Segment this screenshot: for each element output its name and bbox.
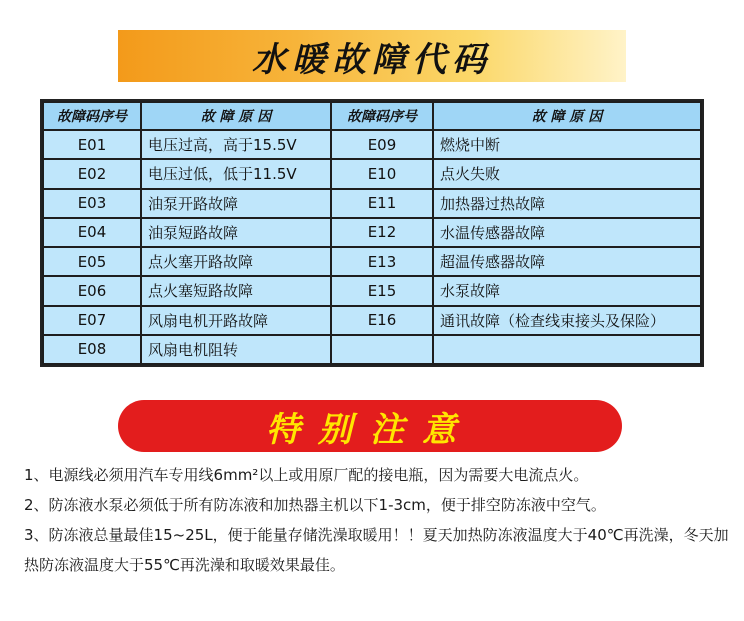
notice-banner [118,400,622,452]
fault-description: 油泵开路故障 [141,189,331,218]
fault-code-table-container [40,99,704,367]
table-row [43,276,701,305]
fault-code: E06 [43,276,141,305]
fault-description: 电压过低，低于11.5V [141,159,331,188]
title-banner [118,30,626,82]
fault-description: 点火塞短路故障 [141,276,331,305]
fault-description: 点火塞开路故障 [141,247,331,276]
table-row [43,306,701,335]
fault-description: 风扇电机开路故障 [141,306,331,335]
table-row [43,189,701,218]
table-row [43,159,701,188]
notice-item-text: 2、防冻液水泵必须低于所有防冻液和加热器主机以下1-3cm，便于排空防冻液中空气。 [24,496,606,514]
notice-item-text: 1、电源线必须用汽车专用线6mm²以上或用原厂配的接电瓶，因为需要大电流点火。 [24,466,589,484]
fault-code: E03 [43,189,141,218]
fault-description: 点火失败 [433,159,701,188]
page-title: 水暖故障代码 [252,39,492,80]
fault-code: E12 [331,218,433,247]
notice-item [24,490,730,520]
fault-description: 电压过高，高于15.5V [141,130,331,159]
header-code-1: 故障码序号 [43,102,141,130]
notice-list [24,460,730,580]
fault-description [433,335,701,364]
fault-description: 油泵短路故障 [141,218,331,247]
fault-code: E02 [43,159,141,188]
table-row [43,218,701,247]
fault-description: 超温传感器故障 [433,247,701,276]
fault-code: E13 [331,247,433,276]
fault-description: 水泵故障 [433,276,701,305]
fault-code: E10 [331,159,433,188]
fault-code: E15 [331,276,433,305]
fault-code: E04 [43,218,141,247]
notice-title: 特别注意 [266,409,474,450]
fault-code-table [42,101,702,365]
header-code-2: 故障码序号 [331,102,433,130]
notice-item [24,520,730,580]
fault-code: E08 [43,335,141,364]
fault-description: 风扇电机阻转 [141,335,331,364]
fault-description: 水温传感器故障 [433,218,701,247]
fault-description: 加热器过热故障 [433,189,701,218]
table-row [43,130,701,159]
fault-description: 燃烧中断 [433,130,701,159]
table-header-row [43,102,701,130]
fault-code: E16 [331,306,433,335]
table-row [43,335,701,364]
notice-item [24,460,730,490]
fault-code [331,335,433,364]
notice-item-text: 3、防冻液总量最佳15~25L，便于能量存储洗澡取暖用！！夏天加热防冻液温度大于40℃再洗澡，冬天加热防冻液温度大于55℃再洗澡和取暖效果最佳。 [24,526,729,574]
fault-code: E05 [43,247,141,276]
fault-code: E01 [43,130,141,159]
fault-code: E09 [331,130,433,159]
table-row [43,247,701,276]
header-desc-1: 故 障 原 因 [141,102,331,130]
header-desc-2: 故 障 原 因 [433,102,701,130]
fault-code: E07 [43,306,141,335]
fault-description: 通讯故障（检查线束接头及保险） [433,306,701,335]
fault-code: E11 [331,189,433,218]
